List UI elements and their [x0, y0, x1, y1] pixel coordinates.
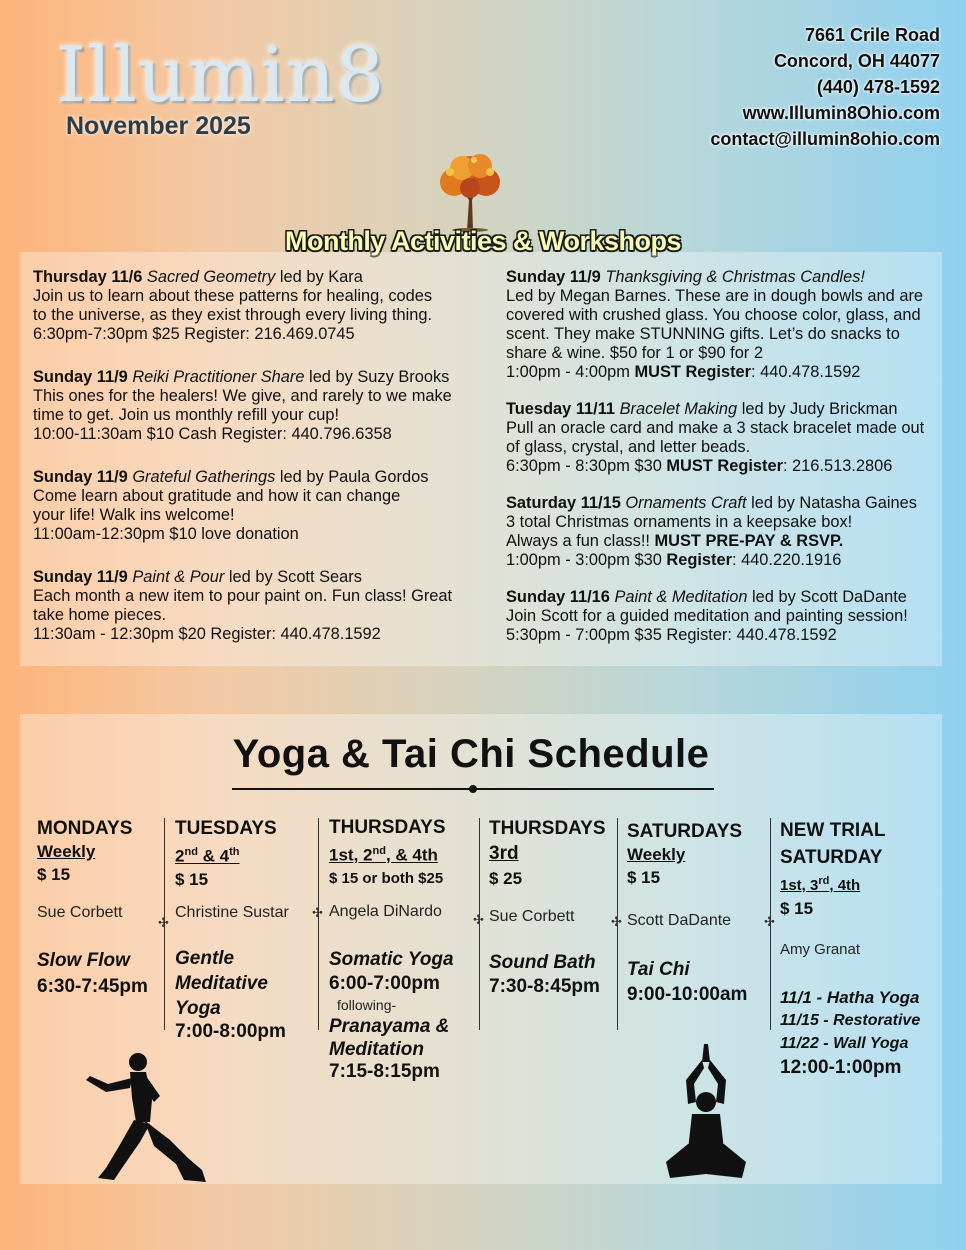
- instructor: Scott DaDante: [627, 912, 732, 929]
- newsletter-month: November 2025: [66, 112, 251, 140]
- frequency: 3rd: [489, 843, 519, 864]
- event-line: of glass, crystal, and letter beads.: [506, 438, 751, 456]
- event-leader: led by Kara: [275, 268, 363, 286]
- schedule-col-tuesdays: [175, 816, 315, 1046]
- event-leader: led by Suzy Brooks: [304, 368, 450, 386]
- price: $ 15: [780, 899, 814, 918]
- instructor: Angela DiNardo: [329, 903, 442, 920]
- event-name: Reiki Practitioner Share: [132, 368, 305, 386]
- day-heading: SATURDAY: [780, 847, 883, 868]
- day-heading: MONDAYS: [37, 818, 133, 839]
- frequency-part: 1st, 3: [780, 877, 819, 894]
- event-line: Pull an oracle card and make a 3 stack bracelet made out: [506, 419, 925, 437]
- frequency-sup: nd: [372, 845, 386, 857]
- divider-ornament-icon: ✣: [158, 915, 169, 930]
- class-name: Meditation: [329, 1039, 424, 1060]
- event-line: 10:00-11:30am $10 Cash Register: 440.796.6358: [33, 425, 392, 443]
- event-item: [33, 368, 473, 444]
- event-line: time to get. Join us monthly refill your cup!: [33, 406, 340, 424]
- instructor: Amy Granat: [780, 941, 861, 958]
- event-line: 11:30am - 12:30pm $20 Register: 440.478.1592: [33, 625, 381, 643]
- register-note: Register: [666, 551, 732, 569]
- activities-left-column: [33, 268, 473, 668]
- schedule-col-thursdays-a: [329, 815, 479, 1085]
- event-day: Tuesday 11/11: [506, 400, 616, 418]
- frequency: [780, 870, 940, 897]
- day-heading: SATURDAYS: [627, 821, 743, 842]
- event-line: 5:30pm - 7:00pm $35 Register: 440.478.1592: [506, 626, 837, 644]
- title-divider: [232, 784, 714, 794]
- event-line: Join Scott for a guided meditation and painting session!: [506, 607, 908, 625]
- address-line-2: Concord, OH 44077: [773, 51, 940, 71]
- price: $ 15 or both $25: [329, 869, 444, 887]
- day-heading: NEW TRIAL: [780, 820, 886, 841]
- event-line: Come learn about gratitude and how it can change: [33, 487, 401, 505]
- frequency-part: & 4: [197, 846, 230, 866]
- event-day: Sunday 11/9: [33, 568, 128, 586]
- event-day: Sunday 11/9: [33, 468, 128, 486]
- class-name: Slow Flow: [37, 950, 130, 971]
- event-item: [506, 400, 936, 476]
- event-leader: led by Scott DaDante: [747, 588, 907, 606]
- class-name: Yoga: [175, 998, 221, 1019]
- event-day: Thursday 11/6: [33, 268, 143, 286]
- address-line-1: 7661 Crile Road: [804, 25, 940, 45]
- event-item: [506, 268, 936, 382]
- price: $ 15: [37, 865, 71, 884]
- class-time: 7:15-8:15pm: [329, 1061, 440, 1082]
- frequency-sup: th: [229, 846, 240, 858]
- event-day: Sunday 11/9: [33, 368, 128, 386]
- schedule-col-mondays: [37, 816, 162, 1016]
- logo: Illumin8: [56, 30, 386, 119]
- activities-title: Monthly Activities & Workshops: [284, 226, 682, 256]
- event-name: Thanksgiving & Christmas Candles!: [605, 268, 865, 286]
- event-time: 1:00pm - 3:00pm $30: [506, 551, 667, 569]
- frequency-sup: rd: [818, 875, 830, 887]
- frequency-part: , & 4th: [385, 845, 438, 865]
- day-heading: THURSDAYS: [489, 818, 606, 839]
- event-item: [33, 568, 473, 644]
- class-time: 6:30-7:45pm: [37, 976, 148, 997]
- website-link[interactable]: www.Illumin8Ohio.com: [742, 103, 940, 123]
- instructor: Sue Corbett: [489, 908, 575, 925]
- event-item: [506, 588, 936, 645]
- event-line: 6:30pm-7:30pm $25 Register: 216.469.0745: [33, 325, 355, 343]
- price: $ 15: [627, 868, 661, 887]
- event-name: Grateful Gatherings: [132, 468, 276, 486]
- register-note: MUST Register: [666, 457, 783, 475]
- event-line: Each month a new item to pour paint on. Fun class! Great: [33, 587, 453, 605]
- event-item: [33, 468, 473, 544]
- price: $ 25: [489, 869, 523, 888]
- class-name: Meditative: [175, 973, 268, 994]
- frequency-part: 1st, 2: [329, 845, 373, 865]
- schedule-col-thursdays-b: [489, 816, 614, 1016]
- event-name: Sacred Geometry: [146, 268, 276, 286]
- event-line: to the universe, as they exist through every living thing.: [33, 306, 433, 324]
- divider-ornament-icon: ✣: [764, 914, 775, 929]
- event-name: Ornaments Craft: [625, 494, 747, 512]
- contact-info: [710, 22, 940, 152]
- class-time: 7:30-8:45pm: [489, 976, 600, 997]
- event-day: Saturday 11/15: [506, 494, 621, 512]
- frequency: [175, 841, 315, 868]
- frequency-part: 2: [175, 846, 185, 866]
- frequency: [329, 840, 479, 867]
- event-line: Join us to learn about these patterns for healing, codes: [33, 287, 433, 305]
- autumn-tree-icon: [430, 150, 510, 232]
- event-leader: led by Scott Sears: [224, 568, 362, 586]
- class-name: Gentle: [175, 948, 235, 969]
- instructor: Sue Corbett: [37, 904, 123, 921]
- event-phone: : 440.478.1592: [751, 363, 861, 381]
- price: $ 15: [175, 869, 209, 889]
- event-time: 6:30pm - 8:30pm $30: [506, 457, 667, 475]
- instructor: Christine Sustar: [175, 904, 289, 921]
- tai-chi-silhouette-icon: [78, 1050, 213, 1185]
- event-line: scent. They make STUNNING gifts. Let’s do snacks to: [506, 325, 900, 343]
- class-name: 11/22 - Wall Yoga: [780, 1035, 909, 1052]
- event-day: Sunday 11/9: [506, 268, 601, 286]
- class-time: 12:00-1:00pm: [780, 1057, 902, 1078]
- event-line: covered with crushed glass. You choose color, glass, and: [506, 306, 921, 324]
- class-name: Sound Bath: [489, 952, 596, 973]
- event-name: Bracelet Making: [619, 400, 738, 418]
- event-line: 11:00am-12:30pm $10 love donation: [33, 525, 299, 543]
- class-name: Pranayama &: [329, 1016, 450, 1037]
- yoga-pose-silhouette-icon: [662, 1040, 750, 1185]
- column-divider: [318, 818, 319, 1030]
- class-name: Tai Chi: [627, 959, 690, 980]
- class-time: 7:00-8:00pm: [175, 1021, 286, 1042]
- event-item: [33, 268, 473, 344]
- divider-ornament-icon: ✣: [473, 912, 484, 927]
- event-note: Always a fun class!!: [506, 532, 655, 550]
- class-time: 6:00-7:00pm: [329, 973, 440, 994]
- class-time: 9:00-10:00am: [627, 984, 748, 1005]
- event-name: Paint & Pour: [132, 568, 225, 586]
- register-note: MUST Register: [634, 363, 752, 381]
- event-day: Sunday 11/16: [506, 588, 610, 606]
- day-heading: THURSDAYS: [329, 817, 446, 838]
- event-phone: : 216.513.2806: [782, 457, 893, 475]
- email-link[interactable]: contact@illumin8ohio.com: [710, 129, 940, 149]
- schedule-col-trial-saturday: [780, 818, 940, 1088]
- day-heading: TUESDAYS: [175, 818, 277, 839]
- event-name: Paint & Meditation: [614, 588, 748, 606]
- divider-ornament-icon: ✣: [611, 914, 622, 929]
- schedule-title: Yoga & Tai Chi Schedule: [232, 732, 710, 776]
- frequency: Weekly: [37, 842, 96, 861]
- event-leader: led by Judy Brickman: [737, 400, 898, 418]
- event-line: your life! Walk ins welcome!: [33, 506, 235, 524]
- event-item: [506, 494, 936, 570]
- class-name: 11/15 - Restorative: [780, 1012, 921, 1029]
- divider-ornament-icon: ✣: [312, 905, 323, 920]
- event-line: This ones for the healers! We give, and rarely to we make: [33, 387, 452, 405]
- phone: (440) 478-1592: [816, 77, 940, 97]
- event-line: share & wine. $50 for 1 or $90 for 2: [506, 344, 763, 362]
- class-name: 11/1 - Hatha Yoga: [780, 988, 920, 1007]
- event-line: Led by Megan Barnes. These are in dough bowls and are: [506, 287, 924, 305]
- frequency: Weekly: [627, 845, 686, 864]
- activities-right-column: [506, 268, 936, 663]
- following-note: following-: [337, 997, 397, 1013]
- frequency-sup: nd: [184, 846, 198, 858]
- event-line: take home pieces.: [33, 606, 167, 624]
- class-name: Somatic Yoga: [329, 949, 454, 970]
- event-leader: led by Paula Gordos: [275, 468, 429, 486]
- schedule-col-saturdays: [627, 819, 767, 1019]
- event-leader: led by Natasha Gaines: [746, 494, 917, 512]
- event-line: 3 total Christmas ornaments in a keepsake box!: [506, 513, 853, 531]
- rsvp-note: MUST PRE-PAY & RSVP.: [654, 532, 844, 550]
- frequency-part: , 4th: [829, 877, 861, 894]
- event-phone: : 440.220.1916: [731, 551, 842, 569]
- event-time: 1:00pm - 4:00pm: [506, 363, 635, 381]
